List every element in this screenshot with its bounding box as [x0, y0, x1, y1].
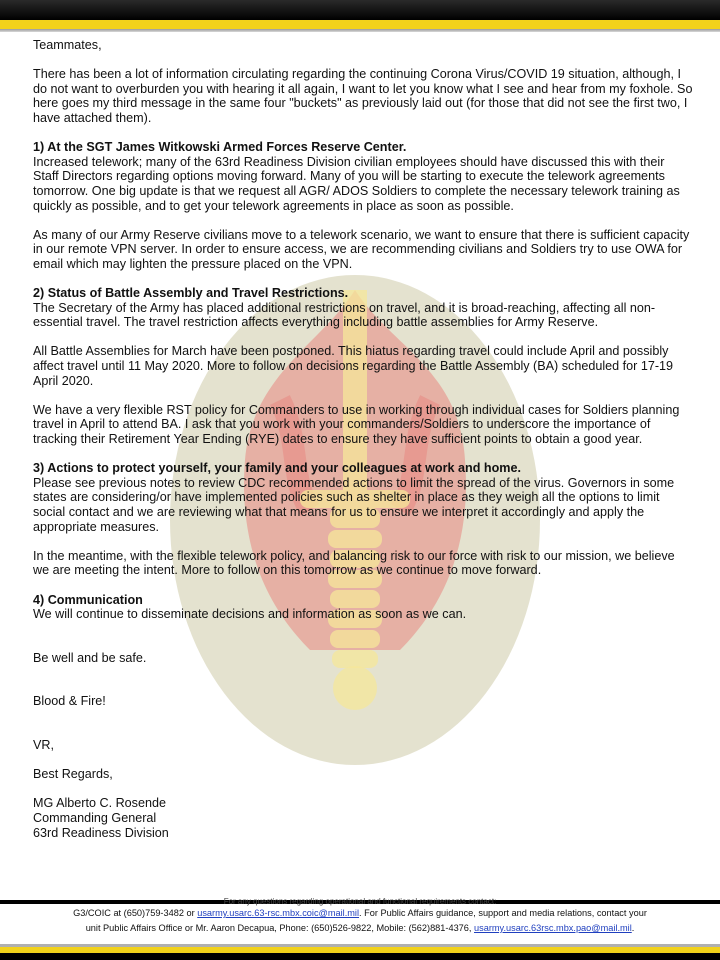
letter-body [33, 38, 693, 840]
section-2-heading: 2) Status of Battle Assembly and Travel Restrictions. [33, 286, 349, 301]
section-2-paragraph-2: All Battle Assemblies for March have been postponed. This hiatus regarding travel could include April and possibly affect travel until 11 May 2020. More to follow on decisions regarding the Battle Assembly (BA) scheduled for 17-19 April 2020. [33, 344, 674, 388]
header-gold-band [0, 20, 720, 29]
section-2-paragraph-3: We have a very flexible RST policy for Commanders to use in working through individual cases for Soldiers planning travel in April to attend BA. I ask that you work with your commanders/Soldiers to underscore the importance of tracking their Retirement Year Ending (RYE) dates to ensure they have sufficient points to obtain a good year. [33, 402, 680, 447]
signature-unit: 63rd Readiness Division [33, 825, 169, 840]
closing-blood-and-fire: Blood & Fire! [33, 694, 106, 709]
footer-line-1: G3/COIC at (650)759-3482 or usarmy.usarc.63-rsc.mbx.coic@mail.mil. For Public Affairs guidance, support and media relations, contact your [73, 908, 647, 918]
footer-cut-off-line: For any questions regarding operational and functional requirements contact: [223, 897, 497, 906]
closing-be-well: Be well and be safe. [33, 650, 147, 665]
header-black-band [0, 0, 720, 20]
section-4-heading: 4) Communication [33, 592, 143, 607]
intro-paragraph: There has been a lot of information circulating regarding the continuing Corona Virus/COVID 19 situation, although, I do not want to overburden you with hearing it all again, I want to let you know what I see and hear from my foxhole. So here goes my third message in the same four "buckets" as previously laid out (for those that did not see the first two, I have attached them). [33, 67, 693, 125]
header-gray-band [0, 29, 720, 32]
greeting: Teammates, [33, 38, 102, 52]
closing-vr: VR, [33, 737, 54, 752]
pao-email-link[interactable]: usarmy.usarc.63rsc.mbx.pao@mail.mil [474, 923, 632, 933]
section-3-paragraph-2: In the meantime, with the flexible telework policy, and balancing risk to our force with risk to our mission, we believe we are meeting the intent. More to follow on this tomorrow as we continue to move forward. [33, 548, 675, 578]
footer-contact-info [0, 906, 720, 944]
section-4-paragraph-1: We will continue to disseminate decisions and information as soon as we can. [33, 607, 467, 622]
signature-title: Commanding General [33, 810, 157, 825]
section-1-paragraph-2: As many of our Army Reserve civilians move to a telework scenario, we want to ensure that there is sufficient capacity in our remote VPN server. In order to ensure access, we are recommending civilians and Soldiers try to use OWA for email which may lighten the pressure placed on the VPN. [33, 227, 690, 271]
footer-line-2: unit Public Affairs Office or Mr. Aaron Decapua, Phone: (650)526-9822, Mobile: (562)881-4376, usarmy.usarc.63rsc.mbx.pao@mail.mil. [85, 923, 635, 933]
section-2-paragraph-1: The Secretary of the Army has placed additional restrictions on travel, and it is broad-reaching, affecting all non-essential travel. The travel restriction affects everything including battle assemblies for Army Reserve. [33, 300, 656, 330]
section-3-paragraph-1: Please see previous notes to review CDC recommended actions to limit the spread of the virus. Governors in some states are considering/or have implemented policies such as shelter in place as they weigh all the options to limit social contact and we are reviewing what that means for us to ensure we interpret it accordingly and apply the appropriate measures. [33, 475, 675, 534]
section-1-heading: 1) At the SGT James Witkowski Armed Forces Reserve Center. [33, 140, 407, 155]
signature-name: MG Alberto C. Rosende [33, 796, 166, 811]
footer-black-band [0, 953, 720, 960]
coic-email-link[interactable]: usarmy.usarc.63-rsc.mbx.coic@mail.mil [197, 908, 360, 918]
section-3-heading: 3) Actions to protect yourself, your family and your colleagues at work and home. [33, 461, 521, 476]
section-1-paragraph-1: Increased telework; many of the 63rd Readiness Division civilian employees should have discussed this with their Staff Directors regarding options moving forward. Many of you will be starting to execute the telework agreements tomorrow. One big update is that we request all AGR/ ADOS Soldiers to complete the necessary telework training as quickly as possible, and to get your telework agreements in place as soon as possible. [33, 154, 680, 213]
closing-best-regards: Best Regards, [33, 767, 113, 782]
